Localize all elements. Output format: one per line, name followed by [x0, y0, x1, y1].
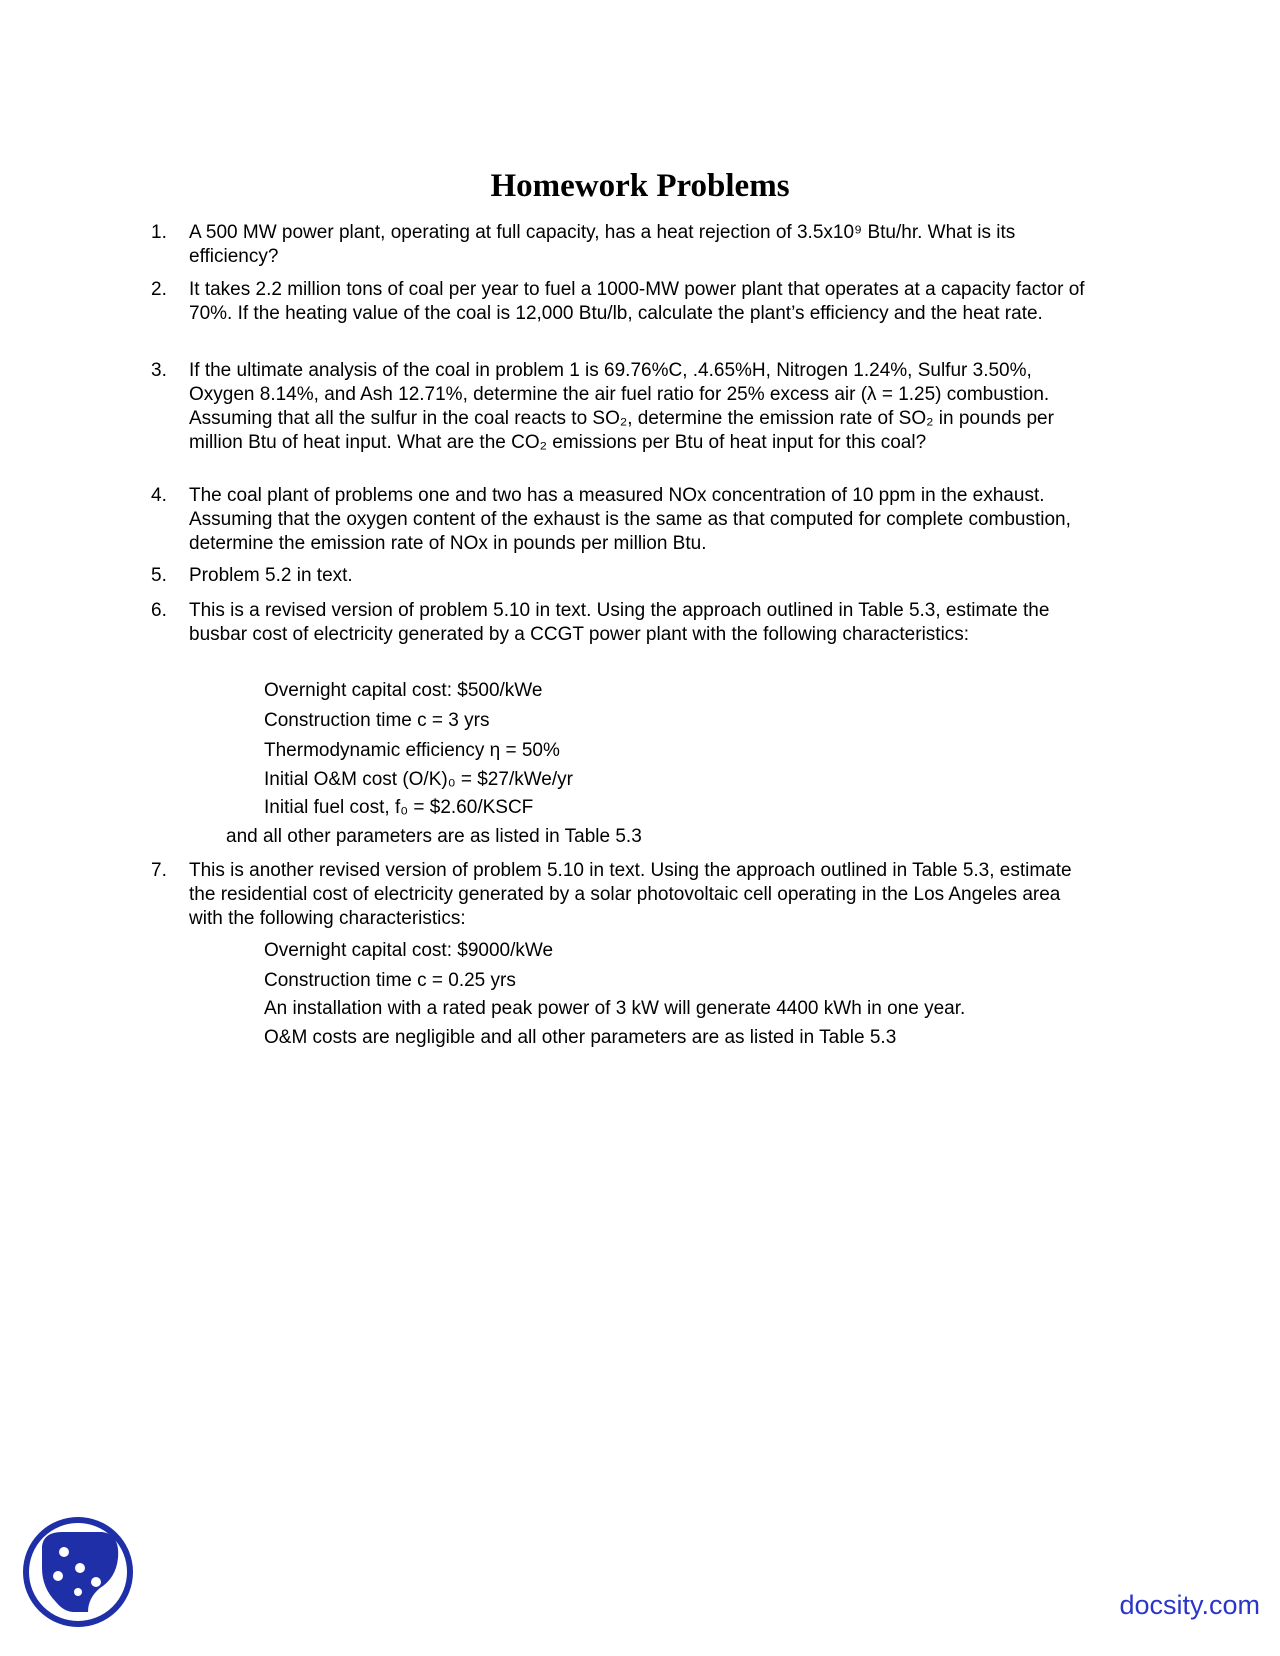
problem-text: A 500 MW power plant, operating at full capacity, has a heat rejection of 3.5x10⁹ Btu/hr. What is its efficiency? — [189, 222, 1016, 267]
p6-characteristic: Initial O&M cost (O/K)₀ = $27/kWe/yr — [264, 769, 573, 790]
p7-characteristic: Overnight capital cost: $9000/kWe — [264, 940, 554, 961]
p6-characteristic: Initial fuel cost, f₀ = $2.60/KSCF — [264, 797, 534, 818]
p7-characteristic: O&M costs are negligible and all other parameters are as listed in Table 5.3 — [264, 1027, 897, 1048]
problem-text: This is another revised version of problem 5.10 in text. Using the approach outlined in Table 5.3, estimate the residential cost of electricity generated by a solar photovoltaic cell operating in the Los Angeles area with the following characteristics: — [189, 860, 1072, 929]
p6-characteristic: Overnight capital cost: $500/kWe — [264, 680, 543, 701]
p7-characteristic: An installation with a rated peak power of 3 kW will generate 4400 kWh in one year. — [264, 998, 966, 1019]
problem-number: 3. — [151, 360, 167, 381]
problem-text: If the ultimate analysis of the coal in problem 1 is 69.76%C, .4.65%H, Nitrogen 1.24%, Sulfur 3.50%, Oxygen 8.14%, and Ash 12.71%, determine the air fuel ratio for 25% excess air (λ = 1.25) combustion. Assuming that all the sulfur in the coal reacts to SO₂, determine the emission rate of SO₂ in pounds per million Btu of heat input. What are the CO₂ emissions per Btu of heat input for this coal? — [189, 360, 1054, 453]
p6-tail: and all other parameters are as listed in Table 5.3 — [226, 826, 642, 847]
problem-text: The coal plant of problems one and two has a measured NOx concentration of 10 ppm in the exhaust. Assuming that the oxygen content of the exhaust is the same as that computed for complete combustion, determine the emission rate of NOx in pounds per million Btu. — [189, 485, 1071, 554]
p6-characteristic: Thermodynamic efficiency η = 50% — [264, 740, 560, 761]
problem-number: 2. — [151, 279, 167, 300]
page-title: Homework Problems — [490, 168, 790, 204]
problem-text: It takes 2.2 million tons of coal per year to fuel a 1000-MW power plant that operates at a capacity factor of 70%. If the heating value of the coal is 12,000 Btu/lb, calculate the plant’s efficiency and the heat rate. — [189, 279, 1085, 324]
problem-number: 5. — [151, 565, 167, 586]
p7-characteristic: Construction time c = 0.25 yrs — [264, 970, 516, 991]
problem-number: 1. — [151, 222, 167, 243]
problem-number: 4. — [151, 485, 167, 506]
problem-text: This is a revised version of problem 5.10 in text. Using the approach outlined in Table 5.3, estimate the busbar cost of electricity generated by a CCGT power plant with the following characteristics: — [189, 600, 1050, 645]
p6-characteristic: Construction time c = 3 yrs — [264, 710, 490, 731]
problem-number: 6. — [151, 600, 167, 621]
problem-number: 7. — [151, 860, 167, 881]
docsity-logo-icon[interactable] — [22, 1516, 134, 1628]
problem-text: Problem 5.2 in text. — [189, 565, 353, 586]
docsity-brand-link[interactable]: docsity.com — [1119, 1590, 1260, 1620]
